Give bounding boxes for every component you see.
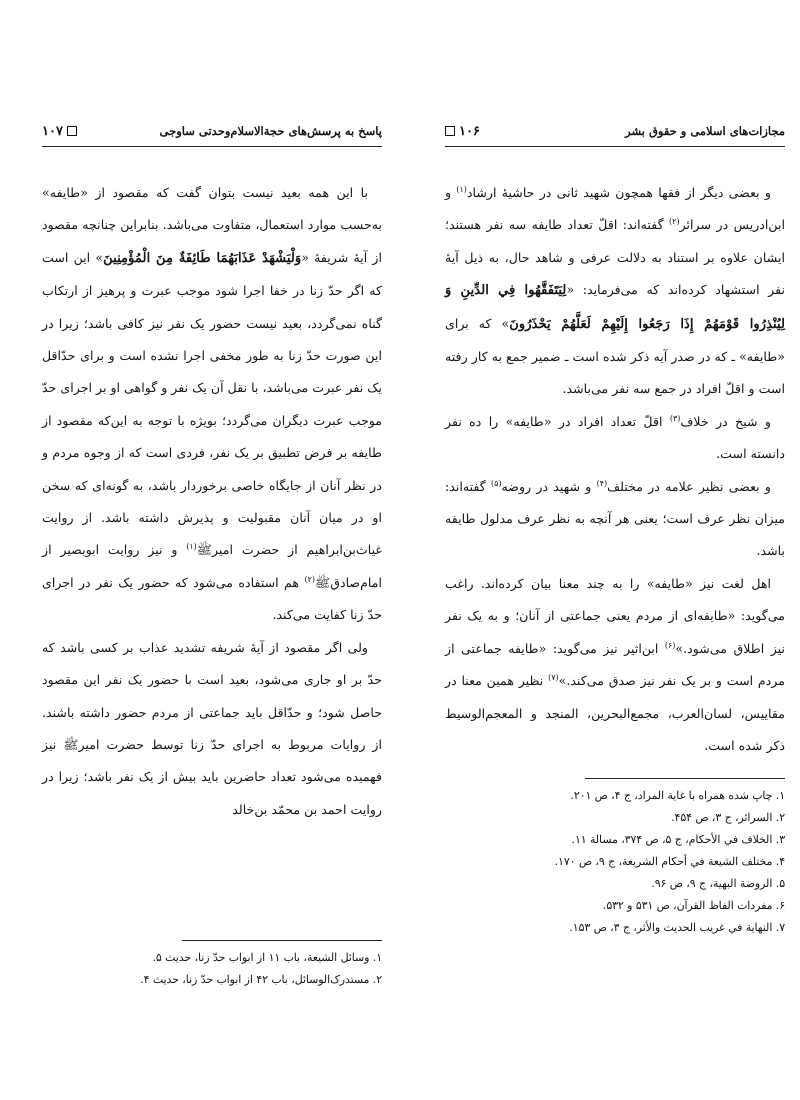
text-run: با این همه بعید نیست بتوان گفت که مقصود از «طایفه» به‌حسب موارد استعمال، متفاوت می‌باشد. بنابراین چنانچه مقصود از آیهٔ شریفهٔ « — [42, 185, 382, 265]
text-run: ابن‌اثیر نیز می‌گوید: «طایفه جماعتی از مردم است و بر یک نفر نیز صدق می‌کند.» — [445, 640, 785, 689]
text-run: اقلّ تعداد افراد در «طایفه» را ده نفر دانسته است. — [445, 413, 785, 462]
page-106 — [445, 120, 785, 1040]
text-run: » این است که اگر حدّ زنا در خفا اجرا شود موجب عبرت و پرهیز از ارتکاب گناه نمی‌گردد، بعید نیست حضور یک نفر نیز کافی باشد؛ زیرا در این صورت حدّ زنا به طور مخفی اجرا نشده است و برای حدّاقل یک نفر عبرت می‌باشد، با نقل آن یک نفر و گواهی او بر اجرای حدّ موجب عبرت دیگران می‌گردد؛ بویژه با توجه به این‌که مقصود از طایفه بر فرض تطبیق بر یک نفر، فردی است که از وجوه مردم و در نظر آنان از جایگاه خاصی برخوردار باشد، به گونه‌ای که سخن او در میان آنان مقبولیت و پذیرش داشته باشد. از روایت غیاث‌بن‌ابراهیم از حضرت امیر — [42, 249, 382, 558]
body-text — [42, 177, 382, 826]
page-header — [445, 120, 785, 147]
page-number-text: ۱۰۶ — [459, 123, 480, 139]
footnote-ref: (۳) — [669, 413, 681, 423]
running-title: مجازات‌های اسلامی و حقوق بشر — [625, 124, 785, 138]
text-run: نیز فهمیده می‌شود تعداد حاضرین باید بیش از یک نفر باشد؛ زیرا در روایت احمد بن محمّد بن‌خالد — [42, 736, 382, 817]
page-number-box-icon — [67, 126, 77, 136]
text-run: هم استفاده می‌شود که حضور یک نفر در اجرای حدّ زنا کفایت می‌کند. — [42, 574, 382, 623]
text-run: و بعضی دیگر از فقها همچون شهید ثانی در حاشیهٔ ارشاد — [466, 185, 772, 200]
paragraph — [42, 632, 382, 826]
footnote-ref: (۵) — [491, 478, 502, 488]
footnote-area — [42, 940, 382, 991]
page-header — [42, 120, 382, 147]
body-text — [445, 177, 785, 762]
paragraph — [445, 406, 785, 471]
footnote-ref: (۱) — [186, 542, 197, 552]
text-run: نظیر همین معنا در مقاییس، لسان‌العرب، مجمع‌البحرین، المنجد و المعجم‌الوسیط ذکر شده است. — [445, 673, 785, 753]
footnote-ref: (۴) — [596, 478, 608, 488]
honorific-glyph: ﷺ — [196, 542, 212, 558]
quran-verse: لِيَتَفَقَّهُوا فِي الدِّينِ وَ لِيُنْذِرُوا قَوْمَهُمْ إِذَا رَجَعُوا إِلَيْهِمْ لَعَلَّهُمْ يَحْذَرُونَ — [445, 283, 785, 332]
footnote-item: ۲. السرائر، ج ۳، ص ۴۵۴. — [671, 811, 785, 825]
page-number-text: ۱۰۷ — [42, 123, 63, 139]
paragraph — [42, 177, 382, 632]
page-number — [445, 124, 480, 139]
quran-verse: وَلْيَشْهَدْ عَذَابَهُمَا طَائِفَةٌ مِنَ الْمُؤْمِنِينَ — [103, 250, 302, 266]
footnote-rule — [182, 940, 382, 941]
paragraph — [445, 471, 785, 568]
honorific-glyph: ﷺ — [314, 574, 331, 590]
footnote-ref: (۶) — [664, 640, 676, 650]
text-run: و ابن‌ادریس در سرائر — [445, 185, 785, 233]
page-number — [42, 124, 77, 139]
footnote-ref: (۷) — [548, 672, 559, 682]
text-run: و بعضی نظیر علامه در مختلف — [607, 478, 771, 494]
text-run: اهل لغت نیز «طایفه» را به چند معنا بیان کرده‌اند. راغب می‌گوید: «طایفه‌ای از مردم یعنی جماعتی از آنان؛ و به یک نفر نیز اطلاق می‌شود.» — [445, 575, 785, 656]
text-run: گفته‌اند: میزان نظر عرف است؛ یعنی هر آنچه به نظر عرف مدلول طایفه باشد. — [445, 478, 785, 559]
footnote-rule — [585, 778, 785, 779]
page-107 — [42, 120, 382, 1040]
footnote-item: ۲. مستدرک‌الوسائل، باب ۴۲ از ابواب حدّ زنا، حدیث ۴. — [140, 973, 382, 986]
footnote-ref: (۲) — [304, 574, 315, 584]
text-run: و شهید در روضه — [501, 478, 597, 494]
footnote-item: ۷. النهاية في غريب الحديث والأثر، ج ۳، ص ۱۵۳. — [569, 921, 785, 935]
text-run: و شیخ در خلاف — [680, 413, 771, 429]
footnote-item: ۵. الروضة البهية، ج ۹، ص ۹۶. — [651, 877, 785, 891]
footnote-item: ۱. چاپ شده همراه با غاية المراد، ج ۴، ص ۲۰۱. — [570, 789, 785, 803]
footnotes — [42, 947, 382, 991]
text-run: ولی اگر مقصود از آیهٔ شریفه تشدید عذاب بر کسی باشد که حدّ بر او جاری می‌شود، بعید است با حضور یک نفر این مقصود حاصل شود؛ و حدّاقل باید جماعتی از مردم حضور داشته باشند. از روایات مربوط به اجرای حدّ زنا توسط حضرت امیر — [42, 639, 382, 752]
text-run: » که برای «طایفه» ـ که در صدر آیه ذکر شده است ـ ضمیر جمع به کار رفته است و اقلّ افراد در جمع سه نفر می‌باشد. — [445, 315, 785, 397]
paragraph — [445, 177, 785, 406]
footnote-item: ۱. وسائل الشیعة، باب ۱۱ از ابواب حدّ زنا، حدیث ۵. — [152, 951, 382, 964]
paragraph — [445, 568, 785, 762]
honorific-glyph: ﷺ — [63, 736, 79, 752]
running-title: پاسخ به پرسش‌های حجةالاسلام‌وحدتی ساوجی — [159, 124, 382, 138]
footnote-ref: (۲) — [669, 217, 680, 227]
footnote-item: ۶. مفردات الفاظ القرآن، ص ۵۳۱ و ۵۳۲. — [602, 899, 785, 913]
footnotes — [445, 785, 785, 939]
page-number-box-icon — [445, 126, 455, 136]
footnote-item: ۴. مختلف الشيعة في أحكام الشريعة، ج ۹، ص ۱۷۰. — [554, 855, 785, 869]
text-run: گفته‌اند: اقلّ تعداد طایفه سه نفر هستند؛ ایشان علاوه بر استناد به دلالت عرفی و شاهد حال، به ذیل آیهٔ نفر استشهاد کرده‌اند که می‌فرماید: « — [445, 217, 785, 298]
footnote-ref: (۱) — [456, 184, 467, 194]
footnote-item: ۳. الخلاف في الأحكام، ج ۵، ص ۳۷۴، مسالة ۱۱. — [571, 833, 785, 847]
text-run: و نیز روایت ابوبصیر از امام‌صادق — [42, 542, 382, 590]
